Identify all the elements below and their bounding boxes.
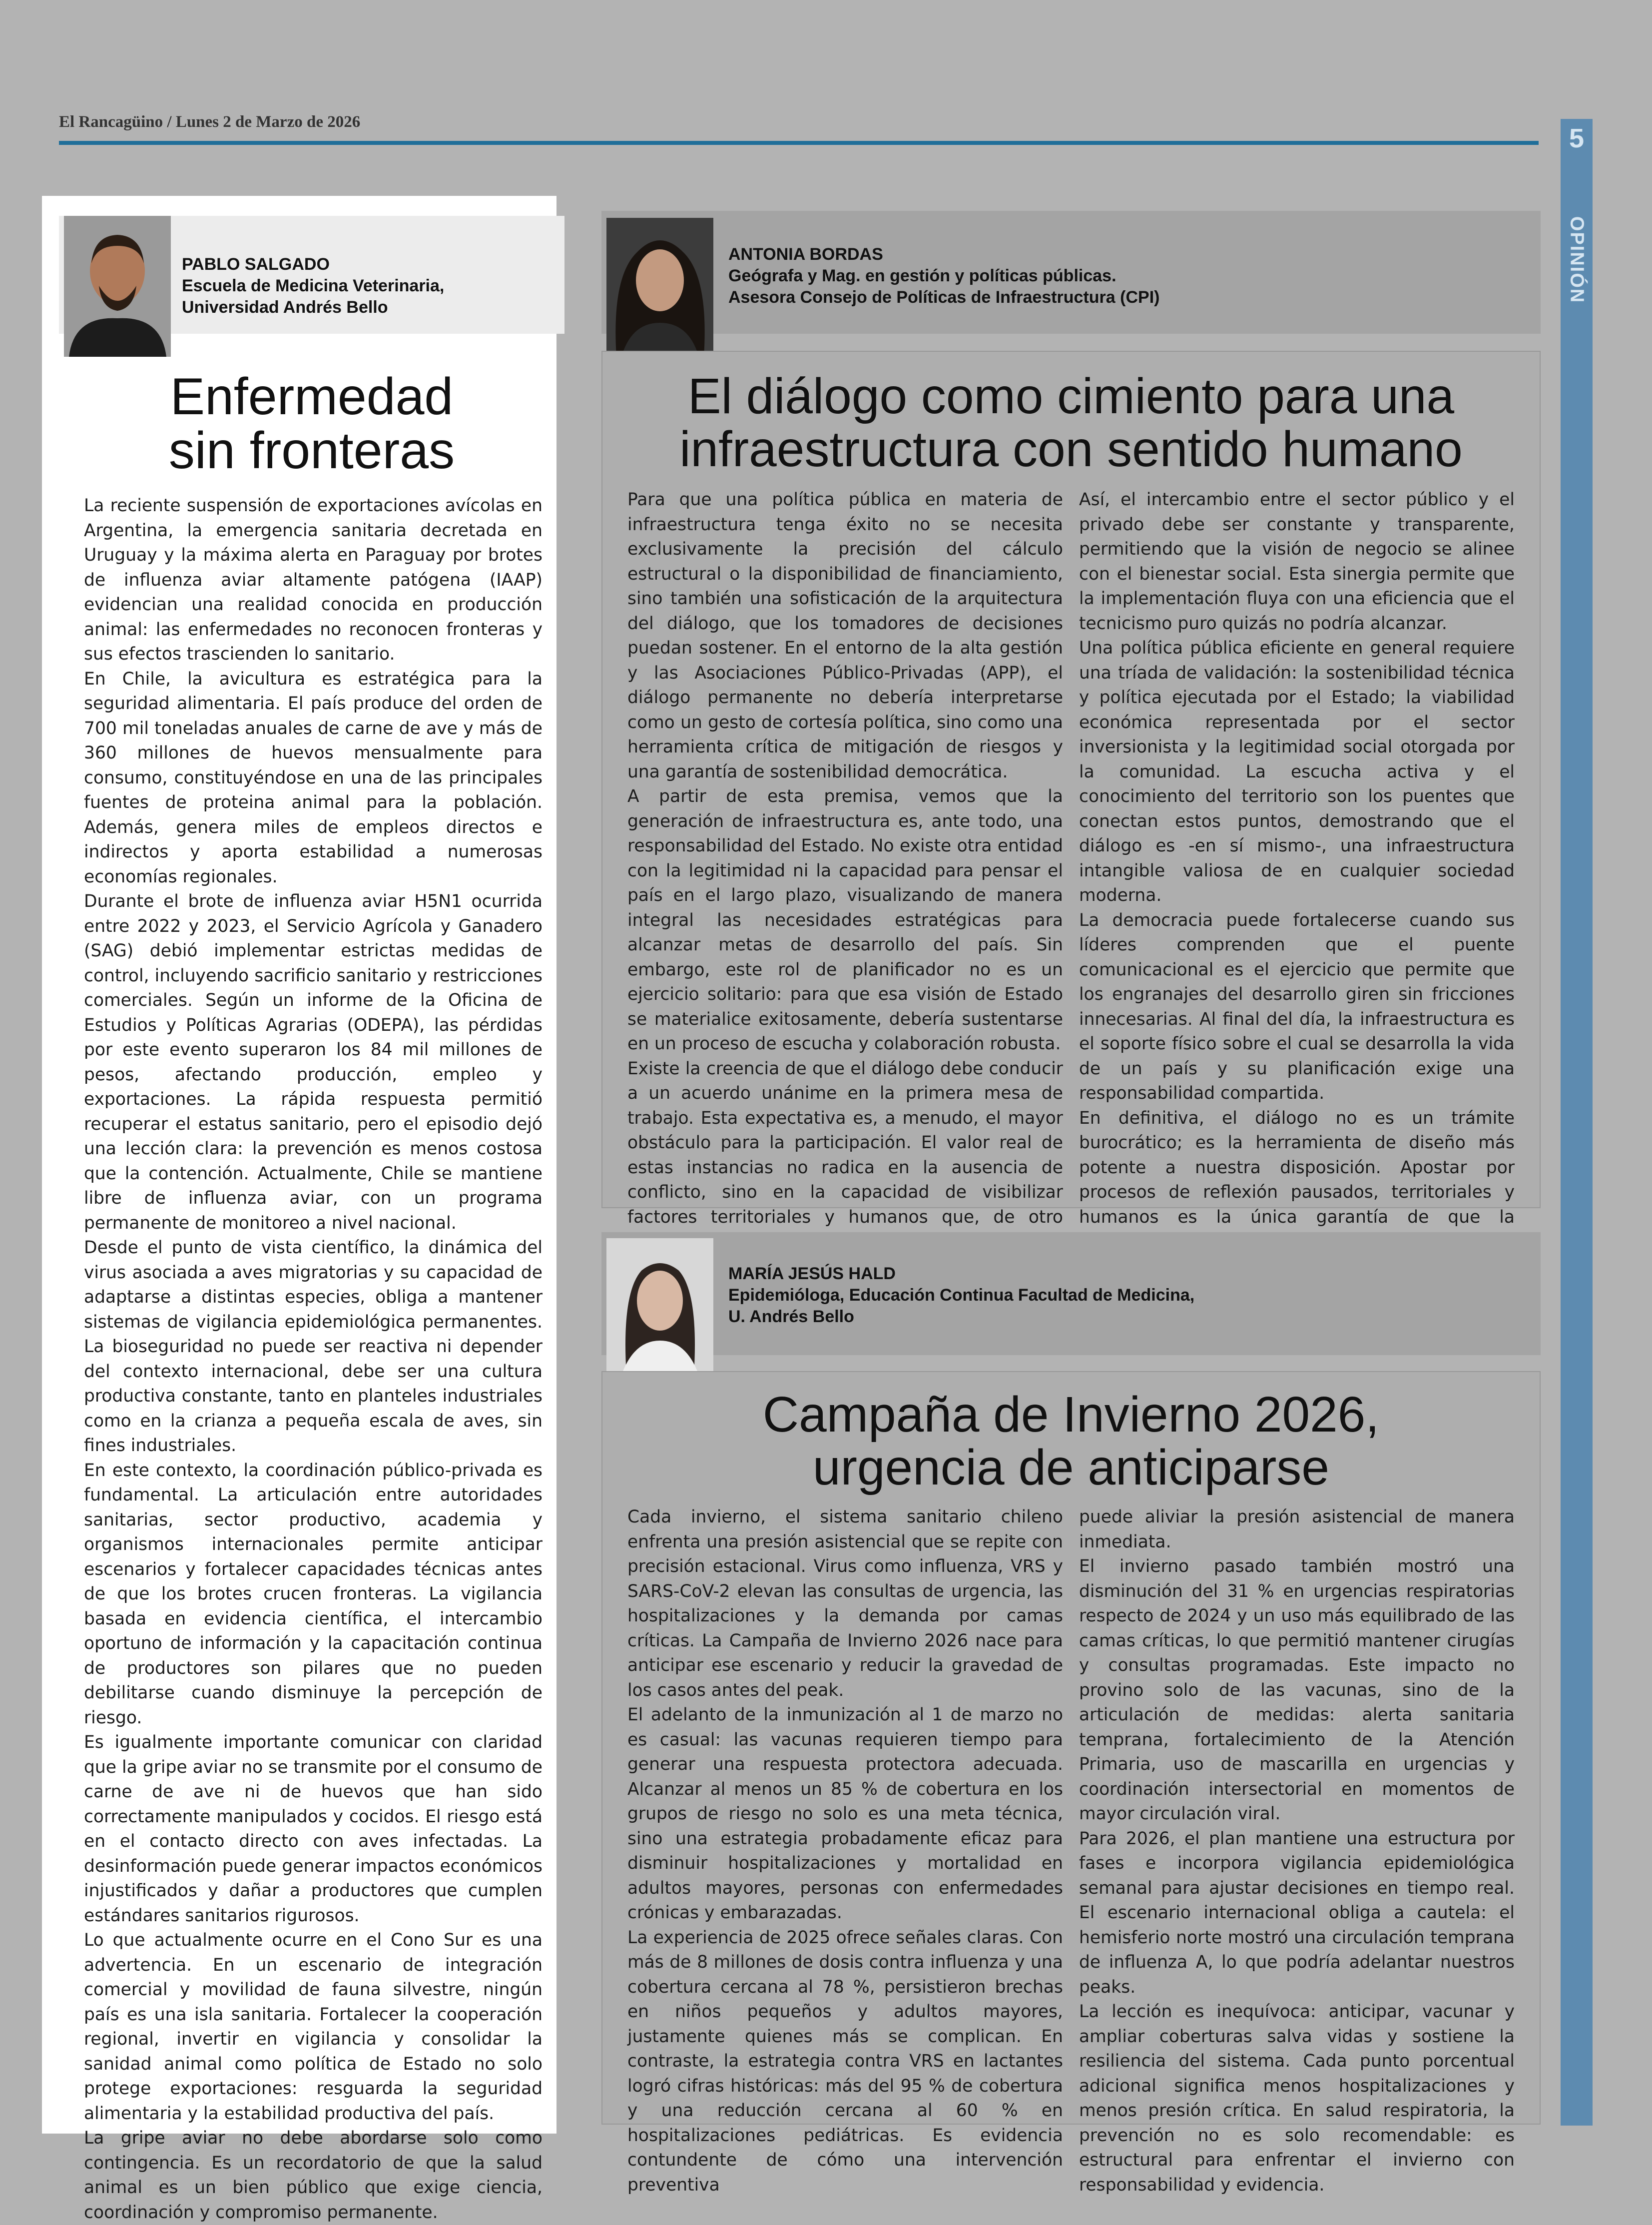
author-portrait-icon bbox=[606, 1238, 713, 1375]
paragraph: En este contexto, la coordinación público-privada es fundamental. La articulación entre autoridades sanitarias, sector productivo, academia y organismos internacionales permite anticipar escenarios y fortalecer capacidades técnicas antes de que los brotes crucen fronteras. La vigilancia basada en evidencia científica, el intercambio oportuno de información y la capacitación continua de productores son pilares que no pueden debilitarse cuando disminuye la percepción de riesgo. bbox=[84, 1460, 543, 1728]
article-1-author-photo bbox=[64, 216, 171, 357]
article-3-author-info bbox=[728, 1263, 1194, 1328]
section-label-box bbox=[1559, 210, 1595, 310]
article-2-author-role: Geógrafa y Mag. en gestión y políticas públicas. bbox=[728, 266, 1116, 285]
paragraph: La reciente suspensión de exportaciones avícolas en Argentina, la emergencia sanitaria decretada en Uruguay y la máxima alerta en Paraguay por brotes de influenza aviar altamente patógena (IAAP) evidencian una realidad conocida en producción animal: las enfermedades no reconocen fronteras y sus efectos trascienden lo sanitario. bbox=[84, 496, 543, 664]
paragraph: Una política pública eficiente en general requiere una tríada de validación: la sostenibilidad técnica y política ejecutada por el Estado; la viabilidad económica representada por el sector inversionista y la legitimidad social otorgada por la comunidad. La escucha activa y el conocimiento del territorio son los puentes que conectan estos puntos, demostrando que el diálogo es -en sí mismo-, una infraestructura intangible valiosa de en cualquier sociedad moderna. bbox=[1079, 638, 1515, 905]
publication-date: Lunes 2 de Marzo de 2026 bbox=[175, 113, 361, 131]
section-label: OPINIÓN bbox=[1566, 216, 1588, 304]
paragraph: Desde el punto de vista científico, la dinámica del virus asociada a aves migratorias y su capacidad de adaptarse a distintas especies, obliga a mantener sistemas de vigilancia epidemiológica permanentes. La bioseguridad no puede ser reactiva ni depender del contexto internacional, debe ser una cultura productiva constante, tanto en planteles industriales como en la crianza a pequeña escala de aves, sin fines industriales. bbox=[84, 1238, 543, 1456]
article-2-body-col-1 bbox=[627, 488, 1063, 1255]
article-3-body-col-1 bbox=[627, 1505, 1063, 2198]
page-number: 5 bbox=[1569, 123, 1585, 153]
paragraph: La gripe aviar no debe abordarse solo como contingencia. Es un recordatorio de que la salud animal es un bien público que exige ciencia, coordinación y compromiso permanente. bbox=[84, 2128, 543, 2223]
article-2-author-name: ANTONIA BORDAS bbox=[728, 245, 883, 264]
page-header bbox=[59, 113, 360, 131]
paragraph: En definitiva, el diálogo no es un trámite burocrático; es la herramienta de diseño más potente a nuestra disposición. Apostar por procesos de reflexión pausados, territoriales y humanos es la única garantía de que la bbox=[1079, 1108, 1515, 1227]
author-portrait-icon bbox=[606, 218, 713, 357]
paragraph: La lección es inequívoca: anticipar, vacunar y ampliar coberturas salva vidas y sostiene la resiliencia del sistema. Cada punto porcentual adicional significa menos hospitalizaciones y menos presión crítica. En salud respiratoria, la prevención no es solo recomendable: es estructural para enfrentar el invierno con responsabilidad y evidencia. bbox=[1079, 2002, 1515, 2195]
article-2-title: El diálogo como cimiento para una infraestructura con sentido humano bbox=[679, 368, 1463, 477]
header-rule bbox=[59, 141, 1539, 145]
article-1-author-affiliation: Universidad Andrés Bello bbox=[182, 298, 388, 317]
article-1-body bbox=[84, 494, 543, 2225]
paragraph: Lo que actualmente ocurre en el Cono Sur es una advertencia. En un escenario de integración comercial y movilidad de fauna silvestre, ningún país es una isla sanitaria. Fortalecer la cooperación regional, invertir en vigilancia y consolidar la sanidad animal como política de Estado no solo protege exportaciones: resguarda la seguridad alimentaria y la estabilidad productiva del país. bbox=[84, 1930, 543, 2124]
paragraph: Existe la creencia de que el diálogo debe conducir a un acuerdo unánime en la primera mesa de trabajo. Esta expectativa es, a menudo, el mayor obstáculo para la participación. El valor real de estas instancias no radica en la ausencia de conflicto, sino en la capacidad de visibilizar factores territoriales y humanos que, de otro bbox=[627, 1058, 1063, 1227]
author-portrait-icon bbox=[64, 216, 171, 357]
paragraph: El invierno pasado también mostró una disminución del 31 % en urgencias respiratorias respecto de 2024 y un uso más equilibrado de las camas críticas, lo que permitió mantener cirugías y consultas programadas. Este impacto no provino solo de las vacunas, sino de la articulación de medidas: alerta sanitaria temprana, fortalecimiento de la Atención Primaria, uso de mascarilla en urgencias y coordinación intersectorial en momentos de mayor circulación viral. bbox=[1079, 1556, 1515, 1824]
article-2-body-col-2 bbox=[1079, 488, 1515, 1279]
paragraph: Es igualmente importante comunicar con claridad que la gripe aviar no se transmite por el consumo de carne de ave ni de huevos que han sido correctamente manipulados y cocidos. El riesgo está en el contacto directo con aves infectadas. La desinformación puede generar impactos económicos injustificados y dañar a productores que cumplen estándares sanitarios rigurosos. bbox=[84, 1732, 543, 1926]
article-3-author-affiliation: U. Andrés Bello bbox=[728, 1307, 854, 1326]
article-3-author-photo bbox=[606, 1238, 713, 1375]
article-1-author-info bbox=[182, 254, 444, 318]
article-2-author-affiliation: Asesora Consejo de Políticas de Infraestructura (CPI) bbox=[728, 288, 1160, 307]
paragraph: Así, el intercambio entre el sector público y el privado debe ser constante y transparente, permitiendo que la visión de negocio se alinee con el bienestar social. Esta sinergia permite que la implementación fluya con una eficiencia que el tecnicismo puro quizás no podría alcanzar. bbox=[1079, 490, 1515, 634]
paragraph: En Chile, la avicultura es estratégica para la seguridad alimentaria. El país produce del orden de 700 mil toneladas anuales de carne de ave y más de 360 millones de huevos mensualmente para consumo, constituyéndose en una de las principales fuentes de proteina animal para la población. Además, genera miles de empleos directos e indirectos y aporta estabilidad a numerosas economías regionales. bbox=[84, 669, 543, 887]
paragraph: puede aliviar la presión asistencial de manera inmediata. bbox=[1079, 1507, 1515, 1552]
paragraph: Durante el brote de influenza aviar H5N1 ocurrida entre 2022 y 2023, el Servicio Agrícola y Ganadero (SAG) debió implementar estrictas medidas de control, incluyendo sacrificio sanitario y restricciones comerciales. Según un informe de la Oficina de Estudios y Políticas Agrarias (ODEPA), las pérdidas por este evento superaron los 84 mil millones de pesos, afectando producción, empleo y exportaciones. La rápida respuesta permitió recuperar el estatus sanitario, pero el episodio dejó una lección clara: la prevención es menos costosa que la contención. Actualmente, Chile se mantiene libre de influenza aviar, con un programa permanente de monitoreo a nivel nacional. bbox=[84, 891, 543, 1233]
paragraph: El adelanto de la inmunización al 1 de marzo no es casual: las vacunas requieren tiempo para generar una respuesta protectora adecuada. Alcanzar al menos un 85 % de cobertura en los grupos de riesgo no solo es una meta técnica, sino una estrategia probadamente eficaz para disminuir hospitalizaciones y mortalidad en adultos mayores, personas con enfermedades crónicas y embarazadas. bbox=[627, 1705, 1063, 1923]
header-separator: / bbox=[167, 113, 172, 131]
paragraph: Para 2026, el plan mantiene una estructura por fases e incorpora vigilancia epidemiológica semanal para ajustar decisiones en tiempo real. El escenario internacional obliga a cautela: el hemisferio norte mostró una circulación temprana de influenza A, lo que podría adelantar nuestros peaks. bbox=[1079, 1828, 1515, 1997]
article-2-author-photo bbox=[606, 218, 713, 357]
newspaper-name: El Rancagüino bbox=[59, 113, 163, 131]
article-1-author-role: Escuela de Medicina Veterinaria, bbox=[182, 276, 445, 295]
paragraph: Cada invierno, el sistema sanitario chileno enfrenta una presión asistencial que se repite con precisión estacional. Virus como influenza, VRS y SARS-CoV-2 elevan las consultas de urgencia, las hospitalizaciones y la demanda por camas críticas. La Campaña de Invierno 2026 nace para anticipar ese escenario y reducir la gravedad de los casos antes del peak. bbox=[627, 1507, 1063, 1700]
paragraph: La democracia puede fortalecerse cuando sus líderes comprenden que el puente comunicacional es el ejercicio que permite que los engranajes del desarrollo giren sin fricciones innecesarias. Al final del día, la infraestructura es el soporte físico sobre el cual se desarrolla la vida de un país y su planificación exige una responsabilidad compartida. bbox=[1079, 910, 1515, 1103]
article-1-title: Enfermedad sin fronteras bbox=[168, 368, 455, 480]
article-3-author-role: Epidemióloga, Educación Continua Facultad de Medicina, bbox=[728, 1286, 1195, 1305]
paragraph: La experiencia de 2025 ofrece señales claras. Con más de 8 millones de dosis contra influenza y una cobertura cercana al 78 %, persistieron brechas en niños pequeños y adultos mayores, justamente quienes más se complican. En contraste, la estrategia contra VRS en lactantes logró cifras históricas: más del 95 % de cobertura y una reducción cercana al 60 % en hospitalizaciones pediátricas. Es evidencia contundente de cómo una intervención preventiva bbox=[627, 1927, 1063, 2195]
article-2-author-info bbox=[728, 244, 1159, 308]
article-1-author-name: PABLO SALGADO bbox=[182, 255, 330, 274]
section-sidebar bbox=[1561, 119, 1593, 2126]
paragraph: A partir de esta premisa, vemos que la generación de infraestructura es, ante todo, una responsabilidad del Estado. No existe otra entidad con la legitimidad ni la capacidad para pensar el país en el largo plazo, visualizando de manera integral las necesidades estratégicas para alcanzar metas de desarrollo del país. Sin embargo, este rol de planificador no es un ejercicio solitario: para que esa visión de Estado se materialice exitosamente, debería sustentarse en un proceso de escucha y colaboración robusta. bbox=[627, 786, 1063, 1054]
paragraph: Para que una política pública en materia de infraestructura tenga éxito no se necesita exclusivamente la precisión del cálculo estructural o la disponibilidad de financiamiento, sino también una sofisticación de la arquitectura del diálogo, que los tomadores de decisiones puedan sostener. En el entorno de la alta gestión y las Asociaciones Público-Privadas (APP), el diálogo permanente no debería interpretarse como un gesto de cortesía política, sino como una herramienta crítica de mitigación de riesgos y una garantía de sostenibilidad democrática. bbox=[627, 490, 1063, 782]
article-3-title: Campaña de Invierno 2026, urgencia de anticiparse bbox=[762, 1387, 1380, 1495]
article-3-body-col-2 bbox=[1079, 1505, 1515, 2198]
article-3-author-name: MARÍA JESÚS HALD bbox=[728, 1264, 896, 1283]
